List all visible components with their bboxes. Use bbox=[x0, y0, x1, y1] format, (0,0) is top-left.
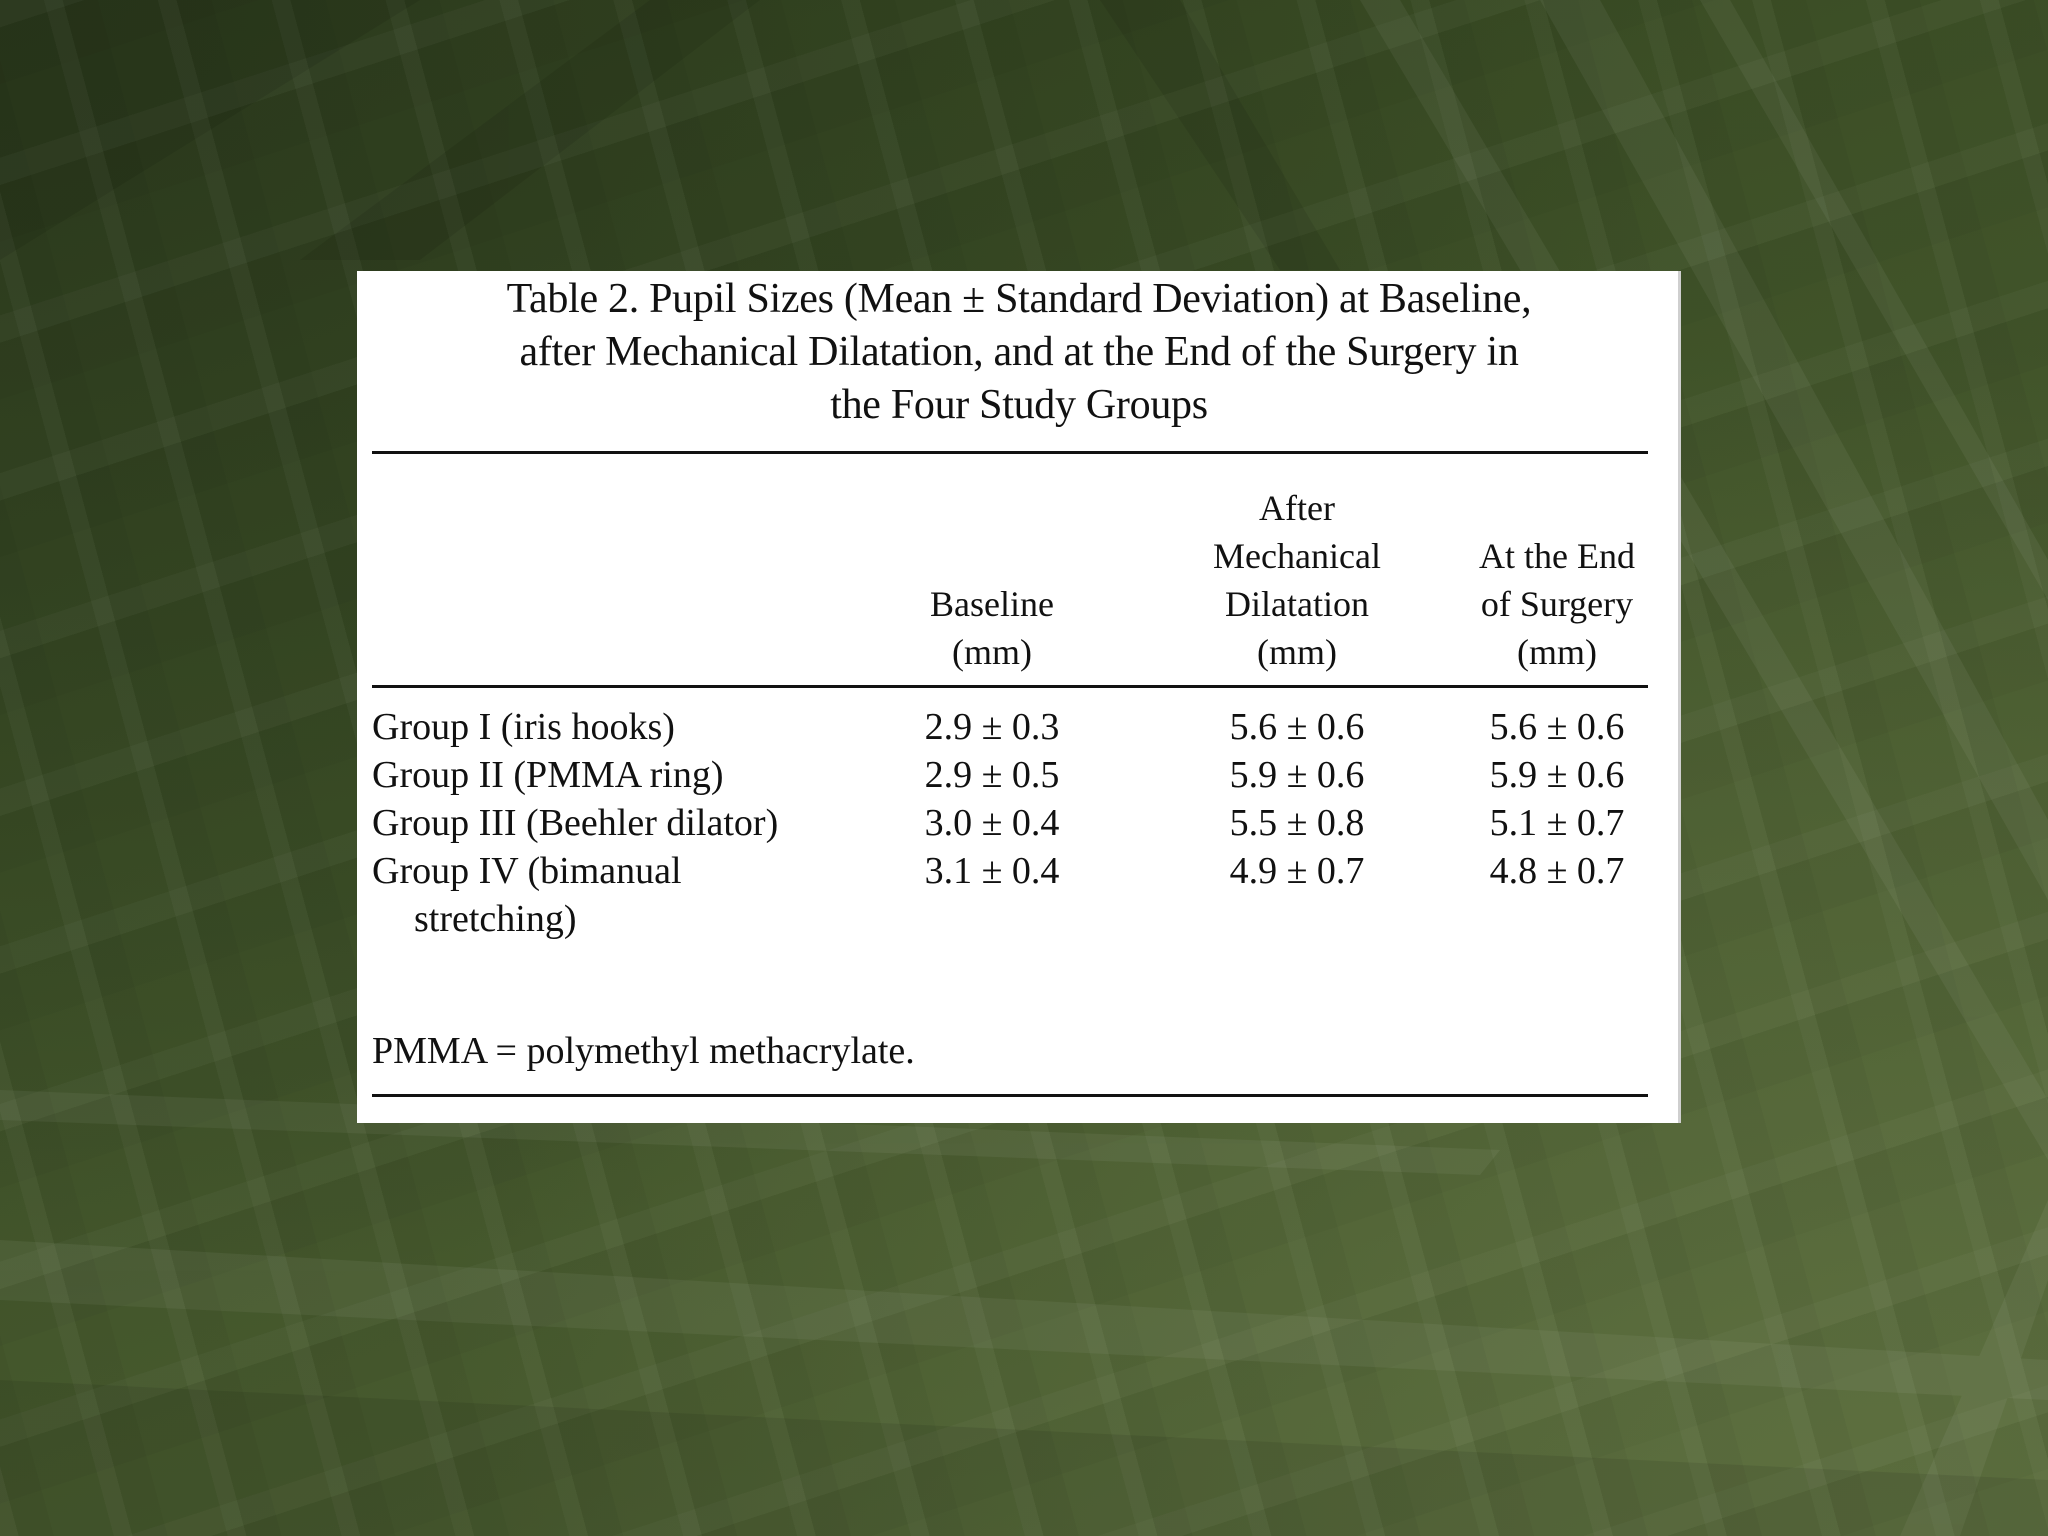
row-label: Group III (Beehler dilator) bbox=[372, 802, 779, 844]
caption-line: the Four Study Groups bbox=[830, 382, 1208, 428]
table-bottom-rule bbox=[372, 1094, 1648, 1097]
cell-after-dilatation: 5.6 ± 0.6 bbox=[1229, 706, 1365, 748]
cell-after-dilatation: 5.9 ± 0.6 bbox=[1229, 754, 1365, 796]
column-header-end-of-surgery: At the End of Surgery (mm) bbox=[1479, 536, 1635, 672]
table-row bbox=[372, 751, 1662, 799]
table-row bbox=[372, 847, 1662, 943]
row-label: Group II (PMMA ring) bbox=[372, 754, 724, 796]
table-row bbox=[372, 799, 1662, 847]
row-label-continuation: stretching) bbox=[414, 898, 577, 940]
row-label: Group IV (bimanual stretching) bbox=[372, 847, 872, 943]
cell-baseline: 3.1 ± 0.4 bbox=[924, 850, 1060, 892]
column-header-after-dilatation: After Mechanical Dilatation (mm) bbox=[1213, 488, 1381, 672]
table-caption bbox=[357, 273, 1681, 432]
column-header-baseline: Baseline (mm) bbox=[930, 584, 1054, 672]
cell-end-of-surgery: 4.8 ± 0.7 bbox=[1489, 850, 1625, 892]
table-footnote: PMMA = polymethyl methacrylate. bbox=[372, 1030, 915, 1072]
cell-baseline: 2.9 ± 0.3 bbox=[924, 706, 1060, 748]
cell-baseline: 2.9 ± 0.5 bbox=[924, 754, 1060, 796]
table-header-rule bbox=[372, 685, 1648, 688]
cell-baseline: 3.0 ± 0.4 bbox=[924, 802, 1060, 844]
cell-end-of-surgery: 5.6 ± 0.6 bbox=[1489, 706, 1625, 748]
figure-border bbox=[1678, 271, 1681, 1123]
caption-line: after Mechanical Dilatation, and at the End of the Surgery in bbox=[519, 329, 1519, 375]
row-label: Group I (iris hooks) bbox=[372, 706, 675, 748]
table-top-rule bbox=[372, 451, 1648, 454]
cell-after-dilatation: 4.9 ± 0.7 bbox=[1229, 850, 1365, 892]
table-figure bbox=[357, 271, 1681, 1123]
cell-end-of-surgery: 5.9 ± 0.6 bbox=[1489, 754, 1625, 796]
cell-after-dilatation: 5.5 ± 0.8 bbox=[1229, 802, 1365, 844]
caption-line: Table 2. Pupil Sizes (Mean ± Standard Deviation) at Baseline, bbox=[506, 276, 1532, 322]
table-row bbox=[372, 703, 1662, 751]
cell-end-of-surgery: 5.1 ± 0.7 bbox=[1489, 802, 1625, 844]
